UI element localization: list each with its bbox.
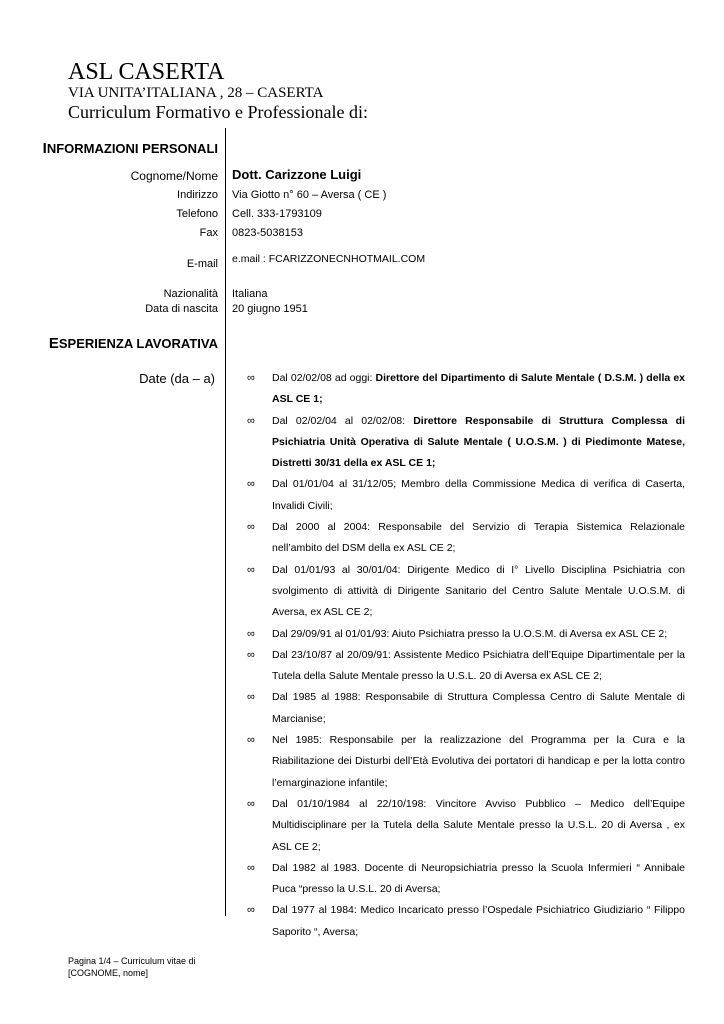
column-divider bbox=[225, 128, 226, 916]
experience-item-text: Dal 01/01/93 al 30/01/04: Dirigente Medico di I° Livello Disciplina Psichiatria con svolgimento di attività di Dirigente Sanitario del Centro Salute Mentale U.O.S.M. di Aversa, ex ASL CE 2; bbox=[272, 563, 685, 619]
infinity-bullet-icon: ∞ bbox=[247, 563, 255, 576]
section-title-personal-info bbox=[43, 140, 218, 157]
email-label: E-mail bbox=[186, 258, 218, 270]
infinity-bullet-icon: ∞ bbox=[247, 734, 255, 747]
infinity-bullet-icon: ∞ bbox=[247, 861, 255, 874]
address-label: Indirizzo bbox=[177, 189, 218, 201]
infinity-bullet-icon: ∞ bbox=[247, 478, 255, 491]
fax-value: 0823-5038153 bbox=[232, 227, 303, 239]
section-title-initial: I bbox=[42, 140, 47, 157]
experience-item-text: Dal 01/10/1984 al 22/10/198: Vincitore Avviso Pubblico – Medico dell’Equipe Multidisciplinare per la Tutela della Salute Mentale presso la U.S.L. 20 di Aversa , ex ASL CE 2; bbox=[272, 797, 685, 853]
experience-item bbox=[247, 645, 685, 688]
document-subtitle: Curriculum Formativo e Professionale di: bbox=[68, 102, 368, 122]
experience-item-text: Dal 23/10/87 al 20/09/91: Assistente Medico Psichiatra dell’Equipe Dipartimentale per la Tutela della Salute Mentale presso la U.S.L. 20 di Aversa ex ASL CE 2; bbox=[272, 648, 685, 683]
infinity-bullet-icon: ∞ bbox=[247, 797, 255, 810]
experience-item-text: Dal 1982 al 1983. Docente di Neuropsichiatria presso la Scuola Infermieri “ Annibale Puca “presso la U.S.L. 20 di Aversa; bbox=[272, 861, 685, 896]
infinity-bullet-icon: ∞ bbox=[247, 627, 255, 640]
experience-item-text: Dal 29/09/91 al 01/01/93: Aiuto Psichiatra presso la U.O.S.M. di Aversa ex ASL CE 2; bbox=[272, 627, 668, 640]
infinity-bullet-icon: ∞ bbox=[247, 904, 255, 917]
experience-item-text: Dal 01/01/04 al 31/12/05; Membro della Commissione Medica di verifica di Caserta, Invalidi Civili; bbox=[272, 478, 685, 512]
nationality-value: Italiana bbox=[232, 288, 268, 300]
experience-item bbox=[247, 560, 685, 624]
experience-item-role: Direttore del Dipartimento di Salute Mentale ( D.S.M. ) della ex ASL CE 1; bbox=[272, 372, 685, 406]
experience-item bbox=[247, 858, 685, 901]
experience-item bbox=[247, 900, 685, 943]
experience-item-text: Nel 1985: Responsabile per la realizzazione del Programma per la Cura e la Riabilitazione dei Disturbi dell’Età Evolutiva dei portatori di handicap e per la lotta contro l’emarginazione infantile; bbox=[272, 734, 685, 789]
experience-item bbox=[247, 624, 685, 645]
experience-item-text: Dal 1985 al 1988: Responsabile di Struttura Complessa Centro di Salute Mentale di Marcianise; bbox=[272, 691, 685, 725]
name-label: Cognome/Nome bbox=[130, 169, 218, 183]
fax-label: Fax bbox=[199, 227, 218, 239]
section-title-rest: NFORMAZIONI PERSONALI bbox=[46, 141, 218, 156]
section-title-initial: E bbox=[48, 335, 59, 352]
experience-item bbox=[247, 411, 685, 475]
experience-item bbox=[247, 730, 685, 794]
date-range-label: Date (da – a) bbox=[139, 371, 215, 386]
experience-item-text: Dal 1977 al 1984: Medico Incaricato presso l’Ospedale Psichiatrico Giudiziario “ Filippo Saporito “, Aversa; bbox=[272, 904, 685, 938]
experience-item bbox=[247, 687, 685, 730]
page-footer bbox=[68, 955, 218, 979]
section-title-rest: SPERIENZA LAVORATIVA bbox=[58, 336, 218, 351]
experience-list bbox=[247, 368, 685, 943]
nationality-label: Nazionalità bbox=[163, 288, 218, 300]
footer-page-line: Pagina 1/4 – Curriculum vitae di bbox=[68, 956, 196, 966]
section-title-work-experience bbox=[49, 335, 218, 352]
infinity-bullet-icon: ∞ bbox=[247, 372, 255, 384]
experience-item-dates: Dal 02/02/08 ad oggi: bbox=[272, 372, 376, 384]
experience-item bbox=[247, 517, 685, 560]
infinity-bullet-icon: ∞ bbox=[247, 414, 255, 427]
phone-value: Cell. 333-1793109 bbox=[232, 208, 322, 220]
experience-item bbox=[247, 794, 685, 858]
birth-date-value: 20 giugno 1951 bbox=[232, 303, 308, 315]
experience-item-text: Dal 2000 al 2004: Responsabile del Servizio di Terapia Sistemica Relazionale nell’ambito del DSM della ex ASL CE 2; bbox=[272, 521, 685, 555]
experience-item-dates: Dal 02/02/04 al 02/02/08: bbox=[272, 414, 414, 427]
document-title: ASL CASERTA bbox=[68, 59, 225, 85]
birth-date-label: Data di nascita bbox=[145, 303, 218, 315]
phone-label: Telefono bbox=[176, 208, 218, 220]
experience-item bbox=[247, 368, 685, 411]
address-value: Via Giotto n° 60 – Aversa ( CE ) bbox=[232, 189, 387, 201]
name-value: Dott. Carizzone Luigi bbox=[232, 167, 362, 182]
footer-name-placeholder: [COGNOME, nome] bbox=[68, 968, 149, 978]
infinity-bullet-icon: ∞ bbox=[247, 648, 255, 661]
organization-address: VIA UNITA’ITALIANA , 28 – CASERTA bbox=[68, 85, 324, 101]
experience-item bbox=[247, 474, 685, 517]
email-value: e.mail : FCARIZZONECNHOTMAIL.COM bbox=[232, 253, 426, 265]
infinity-bullet-icon: ∞ bbox=[247, 521, 255, 534]
experience-item-role: Direttore Responsabile di Struttura Complessa di Psichiatria Unità Operativa di Salute Mentale ( U.O.S.M. ) di Piedimonte Matese, Distretti 30/31 della ex ASL CE 1; bbox=[272, 414, 685, 470]
infinity-bullet-icon: ∞ bbox=[247, 691, 255, 704]
